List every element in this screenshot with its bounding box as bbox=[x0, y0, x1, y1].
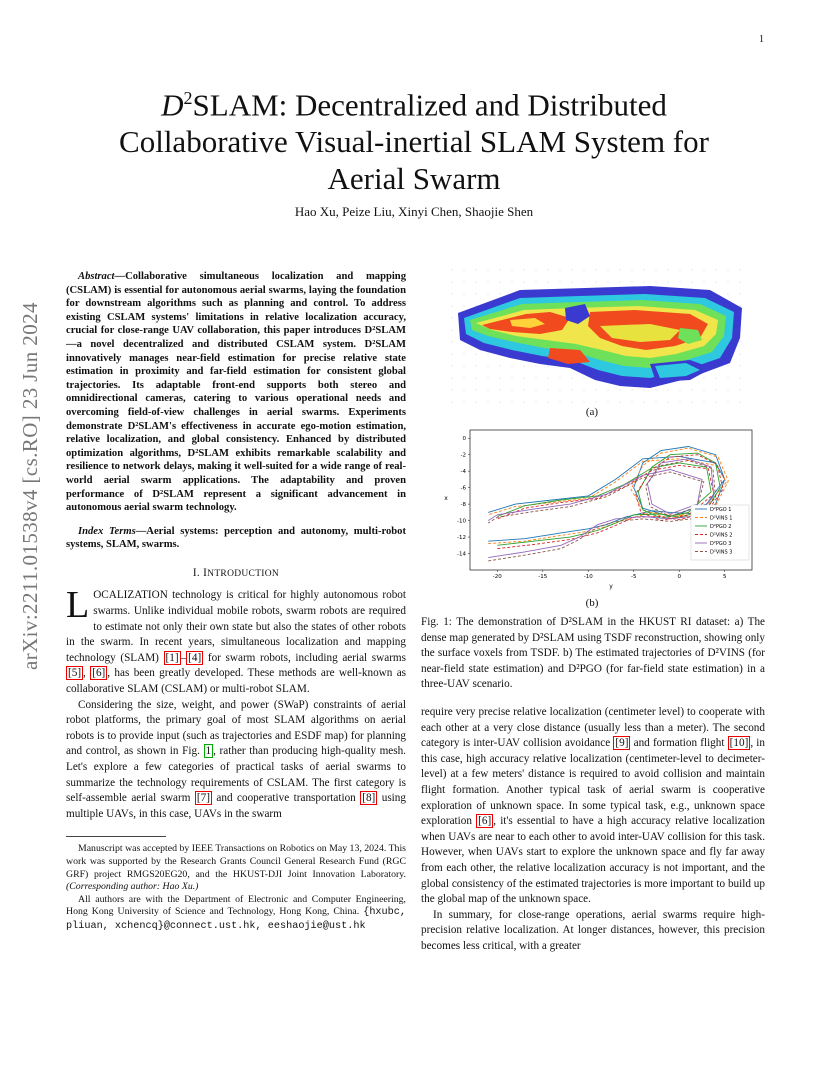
figure-caption: Fig. 1: The demonstration of D²SLAM in the HKUST RI dataset: a) The dense map generated by D²SLAM using TSDF reconstruction, showing only the surface voxels from TSDF. b) The estimated trajectories of D²VINS (for near-field state estimation) and D²PGO (for far-field state estimation) in a three-UAV scenario. bbox=[421, 616, 765, 691]
arxiv-stamp bbox=[18, 290, 58, 670]
citation-link[interactable]: [8] bbox=[362, 792, 376, 805]
right-paragraph-1: require very precise relative localization (centimeter level) to cooperate with each other at a very close distance (usually less than a meter). The second category is inter-UAV collision avoidance [9] and formation flight [10] , in this case, high accuracy relative localization (centimeter-level to decimeter-level) at a few meters' distance is required to avoid collision and maintain flight formation. Another typical task of aerial swarm is cooperative exploration of unknown space. In some typical task, e.g., unknown space exploration [6] , it's essential to have a high accuracy relative localization when UAVs are near to each other to avoid inter-UAV collision for this task. However, when UAVs start to explore the unknown space and fly far away from each other, the relative localization accuracy is not important, and the global consistency of the estimated trajectories is more important to build up the global map of the unknown space. bbox=[421, 706, 765, 906]
arxiv-stamp-text: arXiv:2211.01538v4 [cs.RO] 23 Jun 2024 bbox=[18, 302, 42, 670]
x-tick-label: -20 bbox=[492, 574, 502, 580]
drop-cap: L bbox=[66, 584, 90, 627]
title-line-1: $D^2SLAM$: Decentralized and Distributed bbox=[161, 87, 667, 123]
page-number: 1 bbox=[759, 34, 764, 45]
citation-link[interactable]: [10] bbox=[729, 737, 749, 750]
abstract-text: —Collaborative simultaneous localization and mapping (CSLAM) is essential for autonomous aerial swarms, laying the foundation for downstream algorithms such as planning and control. To address existing CSLAM systems' limitations in relative localization accuracy, crucial for close-range UAV collaboration, this paper introduces D²SLAM—a novel decentralized and distributed CSLAM system. D²SLAM innovatively manages near-field estimation for precise relative state estimation in proximity and far-field estimation for consistent global trajectories. Its adaptable front-end supports both stereo and omnidirectional cameras, catering to various operational needs and overcoming field-of-view challenges in aerial swarms. Experiments demonstrate D²SLAM's effectiveness in accurate ego-motion estimation, relative localization, and global consistency. Enhanced by distributed optimization algorithms, D²SLAM exhibits remarkable scalability and resilience to network delays, making it well-suited for a wide range of real-world aerial swarm applications. The adaptability and proven performance of D²SLAM represent a significant advancement in autonomous aerial swarm technology. bbox=[66, 271, 406, 514]
y-tick-label: -2 bbox=[460, 452, 466, 459]
right-column bbox=[421, 705, 765, 955]
citation-link[interactable]: [9] bbox=[615, 737, 629, 750]
legend-entry: D²VINS 2 bbox=[710, 532, 733, 539]
legend-entry: D²VINS 3 bbox=[710, 549, 733, 556]
right-paragraph-2: In summary, for close-range operations, aerial swarms require high-precision relative localization. At longer distances, however, this precision becomes less critical, with a greater bbox=[421, 908, 765, 952]
citation-link[interactable]: [6] bbox=[478, 815, 492, 828]
footnote-rule bbox=[66, 836, 166, 837]
y-tick-label: -14 bbox=[457, 551, 466, 558]
x-axis-label: y bbox=[609, 583, 613, 590]
authors: Hao Xu, Peize Liu, Xinyi Chen, Shaojie Shen bbox=[294, 204, 534, 219]
y-tick-label: -6 bbox=[460, 485, 466, 492]
section-heading-introduction: I. INTRODUCTION bbox=[192, 566, 280, 579]
citation-link[interactable]: [4] bbox=[188, 651, 202, 664]
y-tick-label: -10 bbox=[457, 518, 466, 525]
citation-link[interactable]: [1] bbox=[165, 651, 179, 664]
citation-link[interactable]: [7] bbox=[196, 792, 210, 805]
abstract-label: Abstract bbox=[78, 271, 115, 282]
citation-link[interactable]: [6] bbox=[92, 667, 106, 680]
legend-entry: D²VINS 1 bbox=[710, 515, 733, 522]
y-tick-label: 0 bbox=[462, 436, 466, 443]
abstract bbox=[66, 270, 406, 515]
y-tick-label: -4 bbox=[460, 469, 466, 476]
figure-link[interactable]: 1 bbox=[205, 745, 212, 758]
figure-caption-block bbox=[421, 615, 765, 693]
title-line-3: Aerial Swarm bbox=[327, 161, 501, 197]
citation-link[interactable]: [5] bbox=[68, 667, 82, 680]
index-terms-label: Index Terms bbox=[78, 525, 136, 537]
legend-entry: D²PGO 3 bbox=[710, 541, 732, 547]
series-line-3 bbox=[497, 453, 720, 545]
intro-paragraph-1: LOCALIZATION technology is critical for highly autonomous robot swarms. Unlike individual mobile robots, swarm robots are required to estimate not only their own state but also the states of other robots in the swarm. In recent years, simultaneous localization and mapping technology (SLAM) [1] – [4] for swarm robots, including aerial swarms [5] , [6] , has been greatly developed. These methods are well-known as collaborative SLAM (CSLAM) or multi-robot SLAM. bbox=[66, 584, 407, 696]
x-tick-label: -5 bbox=[630, 574, 637, 580]
dense-map-image bbox=[450, 268, 750, 403]
author-emails: {hxubc, pliuan, xchencq}@connect.ust.hk, eeshaojie@ust.hk bbox=[66, 907, 406, 932]
series-line-4 bbox=[497, 455, 723, 549]
x-tick-label: -15 bbox=[538, 574, 548, 580]
index-terms-text: —Aerial systems: perception and autonomy, multi-robot systems, SLAM, swarms. bbox=[66, 525, 406, 551]
x-tick-label: -10 bbox=[583, 574, 593, 580]
y-tick-label: -8 bbox=[460, 502, 466, 509]
footnote-affiliation: All authors are with the Department of Electronic and Computer Engineering, Hong Kong University of Science and Technology, Hong Kong, China. {hxubc, pliuan, xchencq}@connect.ust.hk, eeshaojie@ust.hk bbox=[66, 893, 406, 932]
y-tick-label: -12 bbox=[457, 535, 466, 542]
legend-entry: D²PGO 2 bbox=[710, 524, 732, 530]
legend-entry: D²PGO 1 bbox=[710, 507, 732, 513]
intro-paragraph-2: Considering the size, weight, and power (SWaP) constraints of aerial robot platforms, the primary goal of most SLAM algorithms on aerial robots is to provide input (such as trajectories and ESDF map) for planning and control, as shown in Fig. 1 , rather than producing high-quality mesh. Let's explore a few categories of practical tasks of aerial swarms to summarize the technology requirements of CSLAM. The first category is self-assemble aerial swarm [7] and cooperative transportation [8] using multiple UAVs, in this case, UAVs in the swarm bbox=[66, 698, 406, 820]
footnote-manuscript: Manuscript was accepted by IEEE Transactions on Robotics on May 13, 2024. This work was supported by the Research Grants Council General Research Fund (RGC GRF) project RMGS20EG20, and the HKUST-DJI Joint Innovation Laboratory. (Corresponding author: Hao Xu.) bbox=[66, 843, 406, 893]
title-line-2: Collaborative Visual-inertial SLAM System for bbox=[119, 124, 709, 160]
left-column bbox=[66, 270, 406, 934]
figure-label-a: (a) bbox=[585, 406, 599, 418]
paper-title bbox=[90, 80, 738, 197]
x-tick-label: 5 bbox=[722, 574, 727, 580]
x-tick-label: 0 bbox=[677, 574, 681, 580]
index-terms bbox=[66, 525, 406, 552]
trajectory-chart bbox=[440, 425, 760, 590]
y-axis-label: x bbox=[444, 495, 448, 502]
figure-label-b: (b) bbox=[585, 597, 599, 609]
